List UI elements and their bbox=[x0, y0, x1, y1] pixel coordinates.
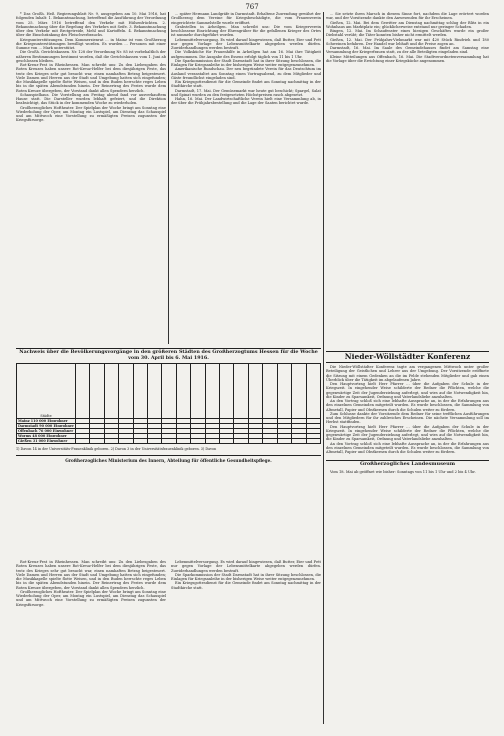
article-paragraph: Ein Kriegsgottesdienst für die Gemeinde findet am Sonntag nachmittag in der Stadtkirche statt. bbox=[171, 80, 321, 89]
table-header bbox=[263, 364, 277, 419]
article-paragraph: Schauspielhaus. Die Vorstellung am Freitag abend fand vor ausverkauftem Hause statt. Die Darsteller wurden lebhaft gefeiert, und die Direktion beabsichtigt, das Stück in der kommenden Woche zu wiederholen. bbox=[16, 92, 166, 106]
table-cell-city: Offenbach 76 000 Einwohner bbox=[17, 429, 76, 434]
table-header bbox=[234, 364, 248, 419]
lower-column-1 bbox=[16, 560, 166, 724]
article-paragraph: Großherzogliches Hoftheater. Der Spielplan der Woche bringt am Sonntag eine Wiederholung der Oper, am Montag ein Lustspiel, am Dienstag das Schauspiel und am Mittwoch eine Vorstellung zu ermäßigten Preisen zugunsten der Kriegsfürsorge. bbox=[16, 589, 166, 607]
table-cell bbox=[263, 439, 277, 444]
table-header bbox=[248, 364, 262, 419]
table-cell-city: Gießen 31 000 Einwohner bbox=[17, 439, 76, 444]
table-header bbox=[277, 364, 291, 419]
table-cell bbox=[104, 439, 118, 444]
lower-column-3 bbox=[326, 348, 489, 724]
table-cell bbox=[248, 439, 262, 444]
conference-heading: Nieder-Wöllstädter Konferenz bbox=[326, 351, 489, 363]
table-cell bbox=[148, 439, 162, 444]
table-cell bbox=[76, 439, 90, 444]
article-paragraph: Kleine Mitteilungen aus Offenbach, 16. Mai. Die Stadtverordnetenversammlung hat die Vorlage über die Errichtung einer Kriegsküche angenommen. bbox=[326, 54, 489, 63]
article-paragraph: Hahn, 16. Mai. Der Landwirtschaftliche Verein hielt eine Versammlung ab, in der über die Frühjahrsbestellung und die Lage der Saaten berichtet wurde. bbox=[171, 97, 321, 106]
article-paragraph: ... später Hermann Landgräfe in Darmstadt. Erhaltene Zuwendung gewährt der Großherzog dem Vereine für Kriegsbeschädigte, die vom Frauenverein eingerichtete Sammelstelle wurde eröffnet. bbox=[171, 12, 321, 25]
article-paragraph: Grabstellen in Arheilgen. Man schreibt uns: Die vom Kriegerverein beschlossene Einrichtung der Ehrengräber für die gefallenen Krieger des Ortes ist nunmehr durchgeführt worden. bbox=[171, 24, 321, 38]
statistics-grid bbox=[16, 363, 321, 444]
table-cell bbox=[176, 439, 190, 444]
article-paragraph: Den Hauptvortrag hielt Herr Pfarrer ... über die Aufgaben der Schule in der Kriegszeit. In eingehender Weise schilderte der Redner die Pflichten, welche die gegenwärtige Zeit der Jugenderziehung auferlegt, und wies auf die Notwendigkeit hin, die Kinder zu Sparsamkeit, Ordnung und Vaterlandsliebe anzuhalten. bbox=[326, 424, 489, 442]
table-cell bbox=[292, 439, 306, 444]
table-source: Großherzogliches Ministerium des Innern, Abteilung für öffentliche Gesundheitspflege. bbox=[16, 455, 321, 463]
article-paragraph: Die Nieder-Wöllstädter Konferenz tagte am vergangenen Mittwoch unter großer Beteiligung der Geistlichen und Lehrer aus der Umgebung. Der Vorsitzende eröffnete die Sitzung mit einem Gedenken an die im Felde stehenden Mitglieder und gab einen Überblick über die Tätigkeit im abgelaufenen Jahre. bbox=[326, 365, 489, 382]
article-paragraph: Kriegsunterstützungen. Dem Kommerzienrat ... in Mainz ist vom Großherzog die Kriegsunterstützungen bewilligt worden. Es wurden ... Personen mit einer Summe von ... Mark unterstützt. bbox=[16, 37, 166, 50]
table-header bbox=[133, 364, 147, 419]
table-footnote: 1) Davon 14 in der Universitäts-Frauenklinik geboren. 2) Davon 3 in der Universitätsfrauenklinik geboren. 3) Davon bbox=[16, 447, 217, 451]
table-cell-city: Mainz 110 000 Einwohner bbox=[17, 419, 76, 424]
article-paragraph: Rot-Kreuz-Fest in Rheinhessen. Man schreibt uns: Zu den Liebesgaben des Roten Kreuzes haben unsere Rot-Kreuz-Helfer bei dem diesjährigen Feste, das trotz des Krieges sehr gut besucht war, einen namhaften Betrag beigesteuert. Viele Damen und Herren aus der Stadt und Umgebung hatten sich eingefunden; die Musikkapelle spielte flotte Weisen, und in den Buden herrschte reges Leben bis in die späten Abendstunden hinein. Der Reinertrag des Festes wurde dem Roten Kreuze übergeben, der Vorstand dankt allen Spendern herzlich. bbox=[16, 63, 166, 93]
article-paragraph: Zum Schlusse dankte der Vorsitzende dem Redner für seine trefflichen Ausführungen und den Mitgliedern für ihr zahlreiches Erscheinen. Die nächste Versammlung soll im Herbst stattfinden. bbox=[326, 411, 489, 425]
article-paragraph: Die Großh. Gerichtskassen. Nr. 128 der Verordnung Nr. 85 ist vorbehaltlich der näheren Bestimmungen bestimmt worden, daß die Gerichtskassen vom 1. Juni ab geschlossen bleiben. bbox=[16, 50, 166, 63]
table-header-row bbox=[17, 364, 321, 419]
table-header bbox=[306, 364, 321, 419]
table-header bbox=[148, 364, 162, 419]
article-paragraph: Darmstadt, 16. Mai. Im Saale des Gemeindehauses findet am Samstag eine Versammlung der Kriegerfrauen statt, zu der alle Beteiligten eingeladen sind. bbox=[326, 46, 489, 55]
table-cell bbox=[133, 439, 147, 444]
article-paragraph: Amerikanische Rundschau. Der neu begründete Verein für das Deutschtum im Ausland veranstaltet am Sonntag einen Vortragsabend, zu dem Mitglieder und Gäste freundlichst eingeladen sind. bbox=[171, 67, 321, 80]
article-paragraph: Den Hauptvortrag hielt Herr Pfarrer ... über die Aufgaben der Schule in der Kriegszeit. In eingehender Weise schilderte der Redner die Pflichten, welche die gegenwärtige Zeit der Jugenderziehung auferlegt, und wies auf die Notwendigkeit hin, die Kinder zu Sparsamkeit, Ordnung und Vaterlandsliebe anzuhalten. bbox=[326, 382, 489, 399]
table-header bbox=[191, 364, 205, 419]
table-cell-city: Darmstadt 90 000 Einwohner bbox=[18, 424, 74, 428]
article-paragraph: Gießen, 12. Mai. Der Frühjahrs-Viehmarkt war mit 420 Stück Rindvieh und 180 Schweinen befahren. Der Handel war lebhaft und die Preise zogen an. bbox=[326, 37, 489, 46]
table-cell bbox=[277, 439, 291, 444]
article-paragraph: ... Sie setzte ihren Marsch in diesem Sinne fort, nachdem die Lage erörtert worden war, und der Vorsitzende dankte den Anwesenden für ihr Erscheinen. bbox=[326, 12, 489, 21]
table-header bbox=[162, 364, 176, 419]
museum-heading: Großherzogliches Landesmuseum bbox=[326, 460, 489, 468]
table-title: Nachweis über die Bevölkerungsvorgänge in den größeren Städten des Großherzogtums Hessen für die Woche vom 30. April bis 6. Mai 1916. bbox=[16, 348, 321, 361]
article-paragraph: Gießen, 12. Mai. Bei dem Gewitter am Dienstag nachmittag schlug der Blitz in ein Wohnhaus am Marktplatz ein; glücklicherweise entstand nur geringer Schaden. bbox=[326, 20, 489, 29]
article-paragraph: An den Vortrag schloß sich eine lebhafte Aussprache an, in der die Erfahrungen aus den einzelnen Gemeinden mitgeteilt wurden. Es wurde beschlossen, die Sammlung von Altmetall, Papier und Obstkernen durch die Schulen weiter zu fördern. bbox=[326, 441, 489, 454]
table-cell bbox=[205, 439, 219, 444]
article-paragraph: Die Sparkommission der Stadt Darmstadt hat in ihrer Sitzung beschlossen, die Einlagen für Kriegsanleihe in der bisherigen Weise weiter entgegenzunehmen. bbox=[171, 58, 321, 67]
table-header-city: Städte bbox=[17, 364, 76, 419]
column-2 bbox=[171, 12, 321, 348]
article-paragraph: Lebenmittelversorgung. Es wird darauf hingewiesen, daß Butter, Eier und Fett nur gegen Vorlage der Lebensmittelkarte abgegeben werden dürfen. Zuwiderhandlungen werden bestraft. bbox=[171, 560, 321, 573]
table-cell bbox=[234, 439, 248, 444]
article-paragraph: Die Volksküche für Frauenhilfe in Arheilgen hat am 16. Mai ihre Tätigkeit aufgenommen. Die Ausgabe des Essens erfolgt täglich von 11 bis 1 Uhr. bbox=[171, 50, 321, 59]
table-header bbox=[104, 364, 118, 419]
column-3 bbox=[326, 12, 489, 348]
column-1 bbox=[16, 12, 166, 348]
article-paragraph: Die Sparkommission der Stadt Darmstadt hat in ihrer Sitzung beschlossen, die Einlagen für Kriegsanleihe in der bisherigen Weise weiter entgegenzunehmen. bbox=[171, 572, 321, 581]
article-paragraph: Rot-Kreuz-Fest in Rheinhessen. Man schreibt uns: Zu den Liebesgaben des Roten Kreuzes haben unsere Rot-Kreuz-Helfer bei dem diesjährigen Feste, das trotz des Krieges sehr gut besucht war, einen namhaften Betrag beigesteuert. Viele Damen und Herren aus der Stadt und Umgebung hatten sich eingefunden; die Musikkapelle spielte flotte Weisen, und in den Buden herrschte reges Leben bis in die späten Abendstunden hinein. Der Reinertrag des Festes wurde dem Roten Kreuze übergeben, der Vorstand dankt allen Spendern herzlich. bbox=[16, 560, 166, 590]
article-paragraph: Ein Kriegsgottesdienst für die Gemeinde findet am Sonntag nachmittag in der Stadtkirche statt. bbox=[171, 581, 321, 590]
table-header bbox=[119, 364, 133, 419]
table-cell bbox=[191, 439, 205, 444]
table-cell bbox=[220, 439, 234, 444]
table-header bbox=[205, 364, 219, 419]
museum-notice: Vom 18. Mai ab geöffnet wie bisher: Sonntags von 11 bis 1 Uhr und 2 bis 4 Uhr. bbox=[330, 470, 476, 475]
column-divider bbox=[323, 12, 324, 724]
table-row bbox=[17, 439, 321, 444]
table-header bbox=[176, 364, 190, 419]
table-cell bbox=[306, 439, 321, 444]
table-cell bbox=[119, 439, 133, 444]
lower-column-2 bbox=[171, 560, 321, 724]
column-divider bbox=[168, 12, 169, 344]
article-paragraph: An den Vortrag schloß sich eine lebhafte Aussprache an, in der die Erfahrungen aus den einzelnen Gemeinden mitgeteilt wurden. Es wurde beschlossen, die Sammlung von Altmetall, Papier und Obstkernen durch die Schulen weiter zu fördern. bbox=[326, 399, 489, 412]
article-paragraph: Bingen, 12. Mai. Im Schaufenster eines hiesigen Geschäftes wurde ein großer Diebstahl verübt; die Täter konnten bisher nicht ermittelt werden. bbox=[326, 29, 489, 38]
article-paragraph: Lebenmittelversorgung. Es wird darauf hingewiesen, daß Butter, Eier und Fett nur gegen Vorlage der Lebensmittelkarte abgegeben werden dürfen. Zuwiderhandlungen werden bestraft. bbox=[171, 37, 321, 50]
article-paragraph: Darmstadt, 17. Mai. Der Gemüsemarkt war heute gut beschickt; Spargel, Salat und Spinat wurden zu den festgesetzten Höchstpreisen rasch abgesetzt. bbox=[171, 88, 321, 97]
population-statistics-table bbox=[16, 348, 321, 553]
table-header bbox=[220, 364, 234, 419]
table-cell bbox=[90, 439, 104, 444]
table-header bbox=[76, 364, 90, 419]
table-header bbox=[292, 364, 306, 419]
table-cell-city: Worms 48 000 Einwohner bbox=[17, 434, 76, 439]
table-header bbox=[90, 364, 104, 419]
article-paragraph: * Das Großh. Heß. Regierungsblatt Nr. 9, ausgegeben am 10. Mai 1916, hat folgenden Inhalt: 1. Bekanntmachung, betreffend die Ausführung der Verordnung vom 25. März 1916 betreffend den Verkehr mit Hülsenfrüchten. 2. Bekanntmachung über die Regelung des Verkehrs mit Seife. 3. Bekanntmachung über den Verkehr mit Brotgetreide, Mehl und Kartoffeln. 4. Bekanntmachung über die Einschränkung des Fleischverbrauchs. bbox=[16, 12, 166, 38]
table-cell bbox=[162, 439, 176, 444]
page-number: 767 bbox=[245, 3, 259, 11]
article-paragraph: Großherzogliches Hoftheater. Der Spielplan der Woche bringt am Sonntag eine Wiederholung der Oper, am Montag ein Lustspiel, am Dienstag das Schauspiel und am Mittwoch eine Vorstellung zu ermäßigten Preisen zugunsten der Kriegsfürsorge. bbox=[16, 105, 166, 123]
